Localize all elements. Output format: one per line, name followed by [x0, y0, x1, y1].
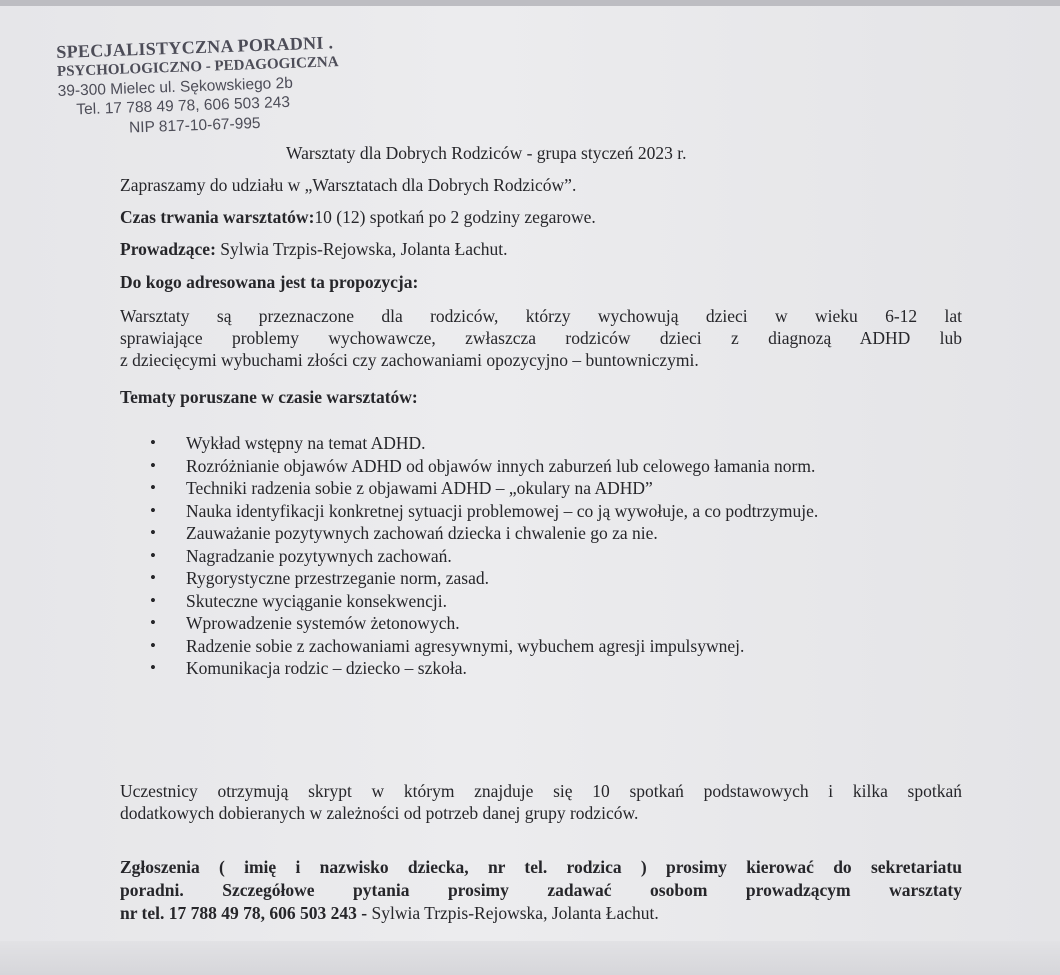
signup-line-3: nr tel. 17 788 49 78, 606 503 243 - Sylwia Trzpis-Rejowska, Jolanta Łachut.: [120, 903, 659, 923]
stamp-line-nip: NIP 817-10-67-995: [128, 114, 261, 137]
duration-label: Czas trwania warsztatów:: [120, 207, 315, 227]
signup-paragraph: [120, 856, 962, 925]
list-item: • Rygorystyczne przestrzeganie norm, zasad.: [120, 567, 966, 590]
paper-bottom-edge: [0, 941, 1060, 975]
list-item: • Techniki radzenia sobie z objawami ADHD – „okulary na ADHD”: [120, 477, 966, 500]
script-note-line-2: dodatkowych dobieranych w zależności od potrzeb danej grupy rodziców.: [120, 803, 639, 823]
signup-line-1: Zgłoszenia ( imię i nazwisko dziecka, nr tel. rodzica ) prosimy kierować do sekretariatu: [120, 857, 962, 877]
audience-heading: Do kogo adresowana jest ta propozycja:: [120, 272, 419, 292]
leaders-label: Prowadzące:: [120, 239, 216, 259]
audience-paragraph: [120, 305, 962, 371]
signup-line-2: poradni. Szczegółowe pytania prosimy zadawać osobom prowadzącym warsztaty: [120, 880, 962, 900]
audience-line-1: Warsztaty są przeznaczone dla rodziców, którzy wychowują dzieci w wieku 6-12 lat: [120, 306, 962, 326]
stamp-line-address: 39-300 Mielec ul. Sękowskiego 2b: [57, 74, 294, 100]
topics-heading: Tematy poruszane w czasie warsztatów:: [120, 387, 418, 407]
paper-top-edge: [0, 0, 1060, 6]
script-note-line-1: Uczestnicy otrzymują skrypt w którym znajduje się 10 spotkań podstawowych i kilka spotkań: [120, 781, 962, 801]
list-item: • Wykład wstępny na temat ADHD.: [120, 432, 966, 455]
stamp-line-phone: Tel. 17 788 49 78, 606 503 243: [76, 93, 291, 119]
list-item: • Zauważanie pozytywnych zachowań dziecka i chwalenie go za nie.: [120, 522, 966, 545]
list-item: • Komunikacja rodzic – dziecko – szkoła.: [120, 657, 966, 680]
intro-text: Zapraszamy do udziału w „Warsztatach dla Dobrych Rodziców”.: [120, 175, 577, 195]
stamp-line-name: SPECJALISTYCZNA PORADNI .: [56, 32, 334, 62]
institution-stamp: [56, 31, 379, 140]
list-item: • Skuteczne wyciąganie konsekwencji.: [120, 590, 966, 613]
topics-list: [120, 432, 966, 680]
document-title: Warsztaty dla Dobrych Rodziców - grupa styczeń 2023 r.: [286, 143, 687, 163]
leaders-value: Sylwia Trzpis-Rejowska, Jolanta Łachut.: [215, 239, 508, 259]
script-note-paragraph: [120, 780, 962, 824]
list-item: • Nagradzanie pozytywnych zachowań.: [120, 545, 966, 568]
list-item: • Nauka identyfikacji konkretnej sytuacji problemowej – co ją wywołuje, a co podtrzymuje.: [120, 500, 966, 523]
leaders-line: [120, 238, 962, 260]
list-item: • Radzenie sobie z zachowaniami agresywnymi, wybuchem agresji impulsywnej.: [120, 635, 966, 658]
audience-line-2: sprawiające problemy wychowawcze, zwłaszcza rodziców dzieci z diagnozą ADHD lub: [120, 328, 962, 348]
audience-line-3: z dziecięcymi wybuchami złości czy zachowaniami opozycyjno – buntowniczymi.: [120, 350, 699, 370]
list-item: • Wprowadzenie systemów żetonowych.: [120, 612, 966, 635]
duration-value: 10 (12) spotkań po 2 godziny zegarowe.: [314, 207, 596, 227]
stamp-line-type: PSYCHOLOGICZNO - PEDAGOGICZNA: [56, 54, 339, 80]
list-item: • Rozróżnianie objawów ADHD od objawów innych zaburzeń lub celowego łamania norm.: [120, 455, 966, 478]
duration-line: [120, 206, 962, 228]
